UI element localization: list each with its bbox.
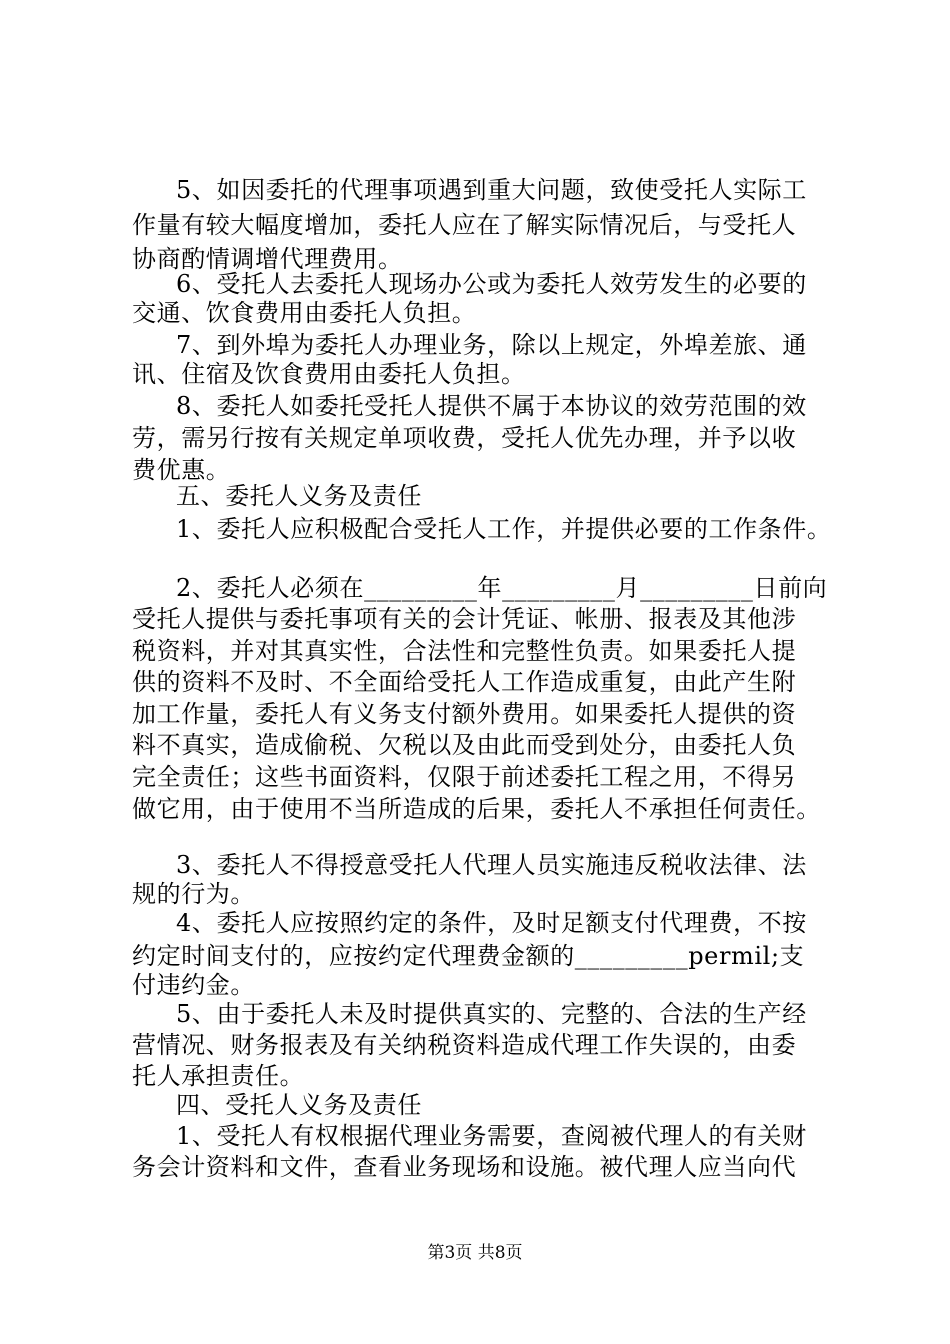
paragraph-line: 完全责任；这些书面资料，仅限于前述委托工程之用，不得另 xyxy=(132,763,797,791)
paragraph-line: 受托人提供与委托事项有关的会计凭证、帐册、报表及其他涉 xyxy=(132,605,797,633)
paragraph-line: 费优惠。 xyxy=(132,456,231,484)
paragraph-line: 约定时间支付的，应按约定代理费金额的_________permil;支 xyxy=(132,942,805,970)
paragraph-line: 协商酌情调增代理费用。 xyxy=(132,245,403,273)
paragraph-line: 1、委托人应积极配合受托人工作，并提供必要的工作条件。 xyxy=(176,515,832,543)
paragraph-line: 3、委托人不得授意受托人代理人员实施违反税收法律、法 xyxy=(176,851,807,879)
paragraph-line: 5、由于委托人未及时提供真实的、完整的、合法的生产经 xyxy=(176,1000,807,1028)
paragraph-line: 营情况、财务报表及有关纳税资料造成代理工作失误的，由委 xyxy=(132,1031,797,1059)
paragraph-line: 作量有较大幅度增加，委托人应在了解实际情况后，与受托人 xyxy=(132,211,797,239)
paragraph-line: 2、委托人必须在_________年_________月_________日前向 xyxy=(176,574,828,602)
section-heading: 四、受托人义务及责任 xyxy=(176,1091,422,1119)
paragraph-line: 交通、饮食费用由委托人负担。 xyxy=(132,299,477,327)
paragraph-line: 5、如因委托的代理事项遇到重大问题，致使受托人实际工 xyxy=(176,176,807,204)
paragraph-line: 做它用，由于使用不当所造成的后果，委托人不承担任何责任。 xyxy=(132,795,821,823)
paragraph-line: 付违约金。 xyxy=(132,971,255,999)
paragraph-line: 加工作量，委托人有义务支付额外费用。如果委托人提供的资 xyxy=(132,700,797,728)
paragraph-line: 务会计资料和文件，查看业务现场和设施。被代理人应当向代 xyxy=(132,1153,797,1181)
paragraph-line: 1、受托人有权根据代理业务需要，查阅被代理人的有关财 xyxy=(176,1122,807,1150)
paragraph-line: 税资料，并对其真实性，合法性和完整性负责。如果委托人提 xyxy=(132,637,797,665)
paragraph-line: 料不真实，造成偷税、欠税以及由此而受到处分，由委托人负 xyxy=(132,731,797,759)
section-heading: 五、委托人义务及责任 xyxy=(176,482,422,510)
paragraph-line: 劳，需另行按有关规定单项收费，受托人优先办理，并予以收 xyxy=(132,424,797,452)
paragraph-line: 8、委托人如委托受托人提供不属于本协议的效劳范围的效 xyxy=(176,392,807,420)
paragraph-line: 托人承担责任。 xyxy=(132,1062,305,1090)
page-footer: 第3页 共8页 xyxy=(427,1243,523,1263)
paragraph-line: 规的行为。 xyxy=(132,880,255,908)
paragraph-line: 供的资料不及时、不全面给受托人工作造成重复，由此产生附 xyxy=(132,668,797,696)
paragraph-line: 4、委托人应按照约定的条件，及时足额支付代理费，不按 xyxy=(176,909,807,937)
paragraph-line: 讯、住宿及饮食费用由委托人负担。 xyxy=(132,360,526,388)
paragraph-line: 7、到外埠为委托人办理业务，除以上规定，外埠差旅、通 xyxy=(176,331,807,359)
paragraph-line: 6、受托人去委托人现场办公或为委托人效劳发生的必要的 xyxy=(176,270,807,298)
